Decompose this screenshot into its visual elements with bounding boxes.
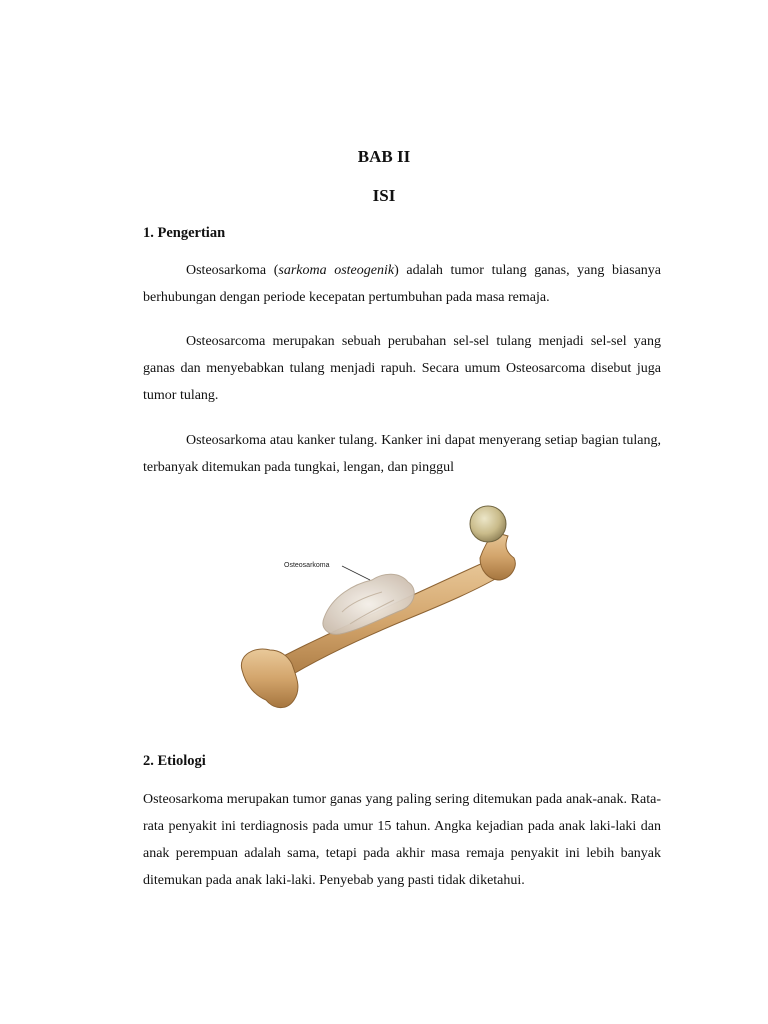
section-title-pengertian: 1. Pengertian bbox=[143, 225, 226, 241]
paragraph-osteosarcoma: Osteosarcoma merupakan sebuah perubahan sel-sel tulang menjadi sel-sel yang ganas dan menyebabkan tulang menjadi rapuh. Secara umum Osteosarcoma disebut juga tumor tulang. bbox=[143, 334, 661, 403]
paragraph-etiology: Osteosarkoma merupakan tumor ganas yang paling sering ditemukan pada anak-anak. Rata-rata penyakit ini terdiagnosis pada umur 15 tahun. Angka kejadian pada anak laki-laki dan anak perempuan adalah sama, tetapi pada akhir masa remaja penyakit ini lebih banyak ditemukan pada anak laki-laki. Penyebab yang pasti tidak diketahui. bbox=[143, 792, 661, 888]
chapter-heading: BAB II bbox=[357, 147, 411, 166]
paragraph-bone-cancer: Osteosarkoma atau kanker tulang. Kanker ini dapat menyerang setiap bagian tulang, terbanyak ditemukan pada tungkai, lengan, dan pinggul bbox=[143, 433, 661, 475]
paragraph-text: Osteosarkoma ( bbox=[186, 263, 279, 278]
paragraph-definition bbox=[143, 257, 661, 311]
italic-term: sarkoma osteogenik bbox=[278, 263, 395, 278]
paragraph-text: ) adalah tumor tulang ganas, yang biasanya berhubungan dengan periode kecepatan pertumbuhan pada masa remaja. bbox=[143, 263, 661, 305]
figure-label: Osteosarkoma bbox=[284, 562, 330, 569]
section-title-etiologi: 2. Etiologi bbox=[143, 753, 206, 769]
femur-illustration bbox=[232, 500, 532, 728]
chapter-subtitle: ISI bbox=[372, 186, 396, 205]
